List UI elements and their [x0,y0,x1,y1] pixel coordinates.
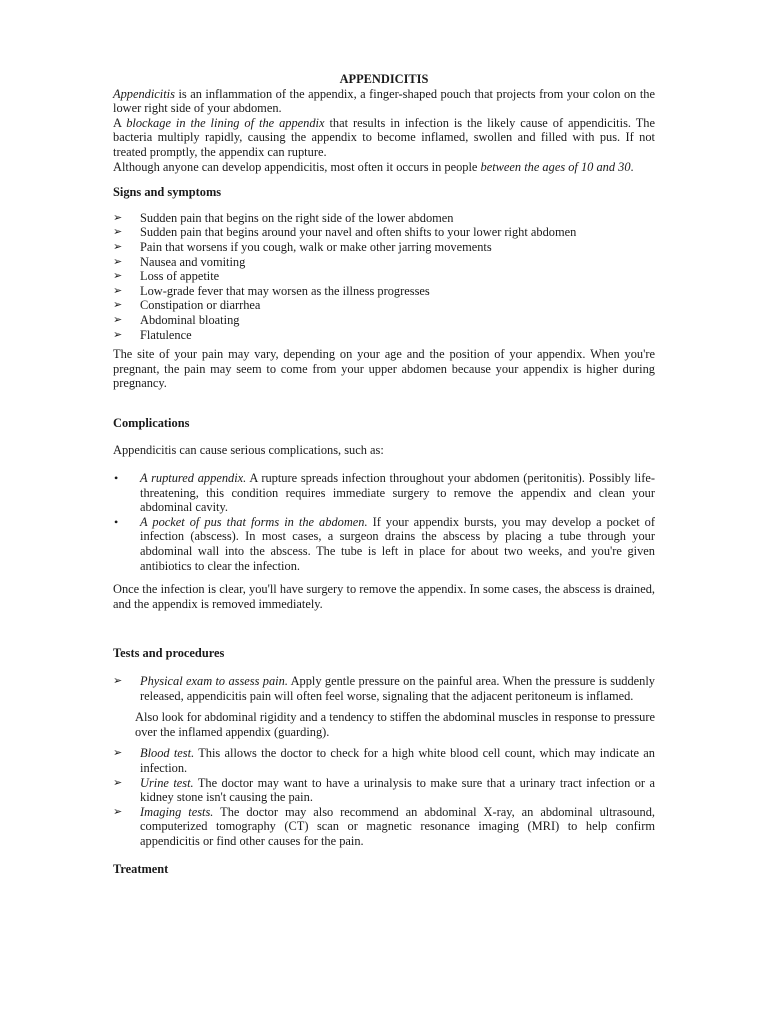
intro-text: . [630,159,634,174]
arrow-bullet-icon: ➢ [113,284,123,297]
list-item-text: The doctor may also recommend an abdominal X-ray, an abdominal ultrasound, computerized tomography (CT) scan or magnetic resonance imaging (MRI) to help confirm appendicitis or find other causes for the pain. [140,804,655,848]
list-item [113,211,655,226]
list-item-text: This allows the doctor to check for a high white blood cell count, which may indicate an infection. [140,746,655,775]
arrow-bullet-icon: ➢ [113,299,123,312]
arrow-bullet-icon: ➢ [113,211,123,224]
arrow-bullet-icon: ➢ [113,776,123,789]
intro-text: that results in infection is the likely cause of appendicitis. The bacteria multiply rapidly, causing the appendix to become inflamed, swollen and filled with pus. If not treated promptly, the appendix can rupture. [113,115,655,159]
list-item-text: If your appendix bursts, you may develop a pocket of infection (abscess). In most cases, a surgeon drains the abscess by placing a tube through your abdominal wall into the abscess. The tube is left in place for about two weeks, and you're given antibiotics to clear the infection. [140,514,655,573]
list-item-text: Sudden pain that begins around your navel and often shifts to your lower right abdomen [140,225,577,240]
arrow-bullet-icon: ➢ [113,270,123,283]
list-item-text: Nausea and vomiting [140,254,246,269]
list-item [113,776,655,805]
arrow-bullet-icon: ➢ [113,675,123,687]
list-item [113,746,655,775]
intro-text: is an inflammation of the appendix, a finger-shaped pouch that projects from your colon on the lower right side of your abdomen. [113,86,655,116]
list-item-term: Urine test. [140,775,194,790]
list-item [113,240,655,255]
list-item-text: Low-grade fever that may worsen as the illness progresses [140,283,430,298]
list-item [113,255,655,270]
section-heading-treatment: Treatment [113,861,169,876]
list-item-text: The doctor may want to have a urinalysis to make sure that a urinary tract infection or a kidney stone isn't causing the pain. [140,775,655,805]
arrow-bullet-icon: ➢ [113,226,123,239]
list-item-text: Apply gentle pressure on the painful area. When the pressure is suddenly released, appendicitis pain will often feel worse, signaling that the adjacent peritoneum is inflamed. [140,674,655,703]
tests-list [113,674,655,703]
list-item-text: Flatulence [140,327,192,342]
intro-paragraph-1 [113,87,655,116]
bullet-icon: • [114,514,119,529]
arrow-bullet-icon: ➢ [113,328,123,341]
list-item-text: Sudden pain that begins on the right side of the lower abdomen [140,210,454,225]
arrow-bullet-icon: ➢ [113,240,123,253]
intro-paragraph-3 [113,160,655,175]
intro-paragraph-2 [113,116,655,160]
complications-intro: Appendicitis can cause serious complications, such as: [113,443,384,458]
intro-text: Although anyone can develop appendicitis, most often it occurs in people [113,159,481,174]
list-item [113,225,655,240]
intro-emphasis: between the ages of 10 and 30 [480,159,631,174]
list-item-term: Physical exam to assess pain. [140,674,288,688]
intro-text: A [113,115,127,130]
list-item [113,471,655,515]
list-item [113,284,655,299]
list-item [113,328,655,343]
list-item-text: A rupture spreads infection throughout your abdomen (peritonitis). Possibly life-threatening, this condition requires immediate surgery to remove the appendix and clean your abdominal cavity. [140,471,655,515]
document-page [113,72,655,876]
list-item [113,313,655,328]
list-item [113,269,655,284]
intro-term: Appendicitis [113,86,175,101]
complications-after-paragraph: Once the infection is clear, you'll have surgery to remove the appendix. In some cases, the abscess is drained, and the appendix is removed immediately. [113,582,655,611]
list-item-text: Pain that worsens if you cough, walk or make other jarring movements [140,239,492,254]
list-item [113,805,655,849]
arrow-bullet-icon: ➢ [113,313,123,326]
list-item [113,515,655,573]
signs-list [113,211,655,342]
list-item [113,298,655,313]
bullet-icon: • [114,471,119,486]
arrow-bullet-icon: ➢ [113,255,123,268]
section-heading-signs: Signs and symptoms [113,185,222,200]
list-item-term: Blood test. [140,746,195,761]
tests-extra-paragraph: Also look for abdominal rigidity and a tendency to stiffen the abdominal muscles in response to pressure over the inflamed appendix (guarding). [135,710,655,739]
complications-list [113,471,655,573]
list-item [113,674,655,703]
document-title: APPENDICITIS [339,72,429,86]
intro-emphasis: blockage in the lining of the appendix [126,115,325,130]
arrow-bullet-icon: ➢ [113,805,123,818]
signs-after-paragraph: The site of your pain may vary, depending on your age and the position of your appendix. When you're pregnant, the pain may seem to come from your upper abdomen because your appendix is higher during pregnancy. [113,347,655,391]
list-item-term: A ruptured appendix. [140,471,247,486]
arrow-bullet-icon: ➢ [113,747,123,760]
section-heading-tests: Tests and procedures [113,646,225,661]
list-item-text: Constipation or diarrhea [140,298,261,313]
list-item-text: Loss of appetite [140,269,220,284]
list-item-term: A pocket of pus that forms in the abdomen. [140,514,368,529]
list-item-term: Imaging tests. [140,804,214,819]
tests-list-continued [113,746,655,848]
list-item-text: Abdominal bloating [140,312,240,327]
section-heading-complications: Complications [113,415,190,430]
